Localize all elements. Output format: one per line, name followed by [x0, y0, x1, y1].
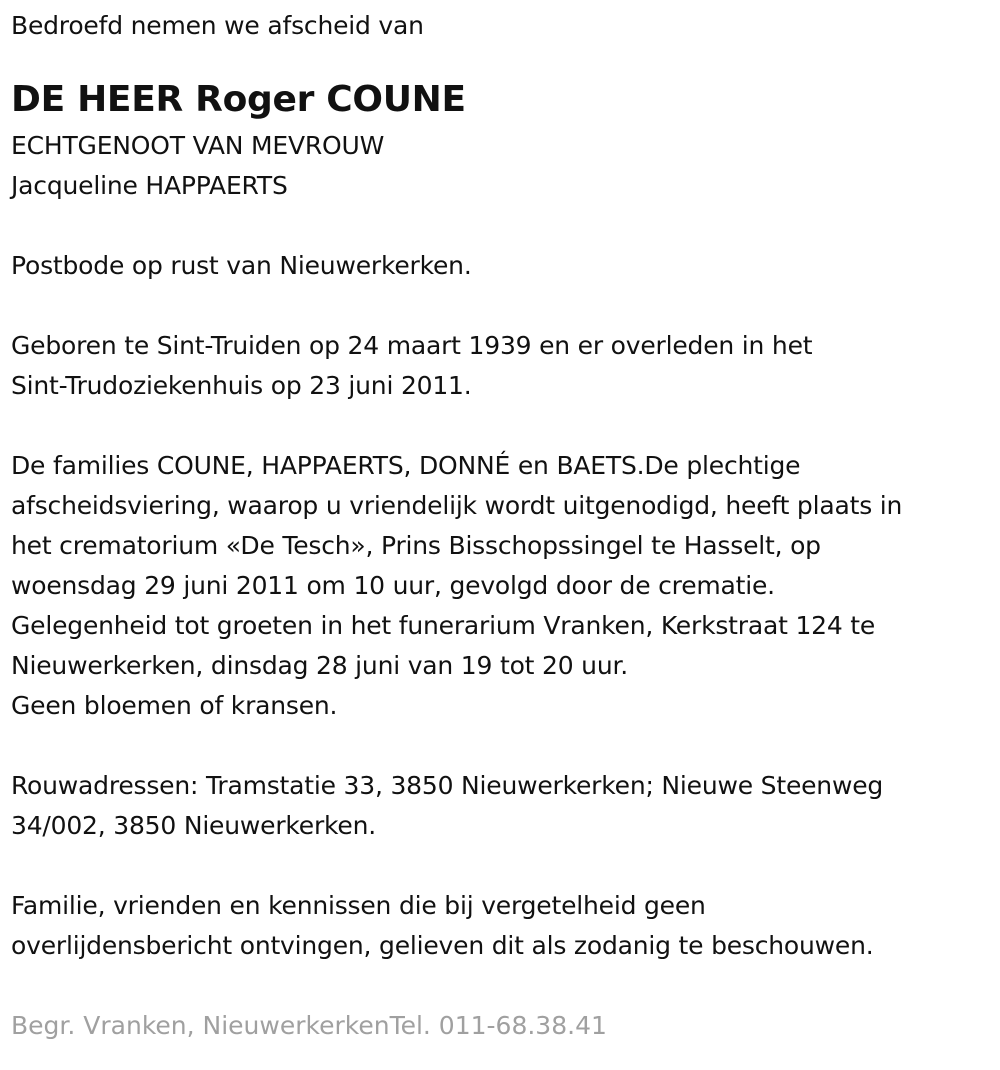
birth-death-paragraph	[11, 326, 991, 406]
birth-death-line: Sint-Trudoziekenhuis op 23 juni 2011.	[11, 371, 472, 400]
ceremony-paragraph	[11, 446, 991, 726]
spouse-line-2: Jacqueline HAPPAERTS	[11, 171, 288, 200]
intro-text: Bedroefd nemen we afscheid van	[11, 11, 424, 40]
ceremony-line: Nieuwerkerken, dinsdag 28 juni van 19 tot 20 uur.	[11, 651, 628, 680]
closing-line: overlijdensbericht ontvingen, gelieven dit als zodanig te beschouwen.	[11, 931, 874, 960]
ceremony-line: woensdag 29 juni 2011 om 10 uur, gevolgd door de crematie.	[11, 571, 775, 600]
address-line: 34/002, 3850 Nieuwerkerken.	[11, 811, 376, 840]
spouse-line-1: ECHTGENOOT VAN MEVROUW	[11, 131, 385, 160]
ceremony-line: Geen bloemen of kransen.	[11, 691, 338, 720]
deceased-name: DE HEER Roger COUNE	[11, 79, 466, 120]
addresses-paragraph	[11, 766, 991, 846]
ceremony-line: afscheidsviering, waarop u vriendelijk wordt uitgenodigd, heeft plaats in	[11, 491, 903, 520]
birth-death-line: Geboren te Sint-Truiden op 24 maart 1939 en er overleden in het	[11, 331, 813, 360]
funeral-director-footer: Begr. Vranken, NieuwerkerkenTel. 011-68.38.41	[11, 1011, 607, 1040]
occupation-text: Postbode op rust van Nieuwerkerken.	[11, 251, 472, 280]
obituary-notice	[11, 0, 991, 1046]
ceremony-line: Gelegenheid tot groeten in het funerarium Vranken, Kerkstraat 124 te	[11, 611, 876, 640]
closing-paragraph	[11, 886, 991, 966]
ceremony-line: De families COUNE, HAPPAERTS, DONNÉ en BAETS.De plechtige	[11, 451, 801, 480]
ceremony-line: het crematorium «De Tesch», Prins Bisschopssingel te Hasselt, op	[11, 531, 821, 560]
closing-line: Familie, vrienden en kennissen die bij vergetelheid geen	[11, 891, 706, 920]
address-line: Rouwadressen: Tramstatie 33, 3850 Nieuwerkerken; Nieuwe Steenweg	[11, 771, 884, 800]
